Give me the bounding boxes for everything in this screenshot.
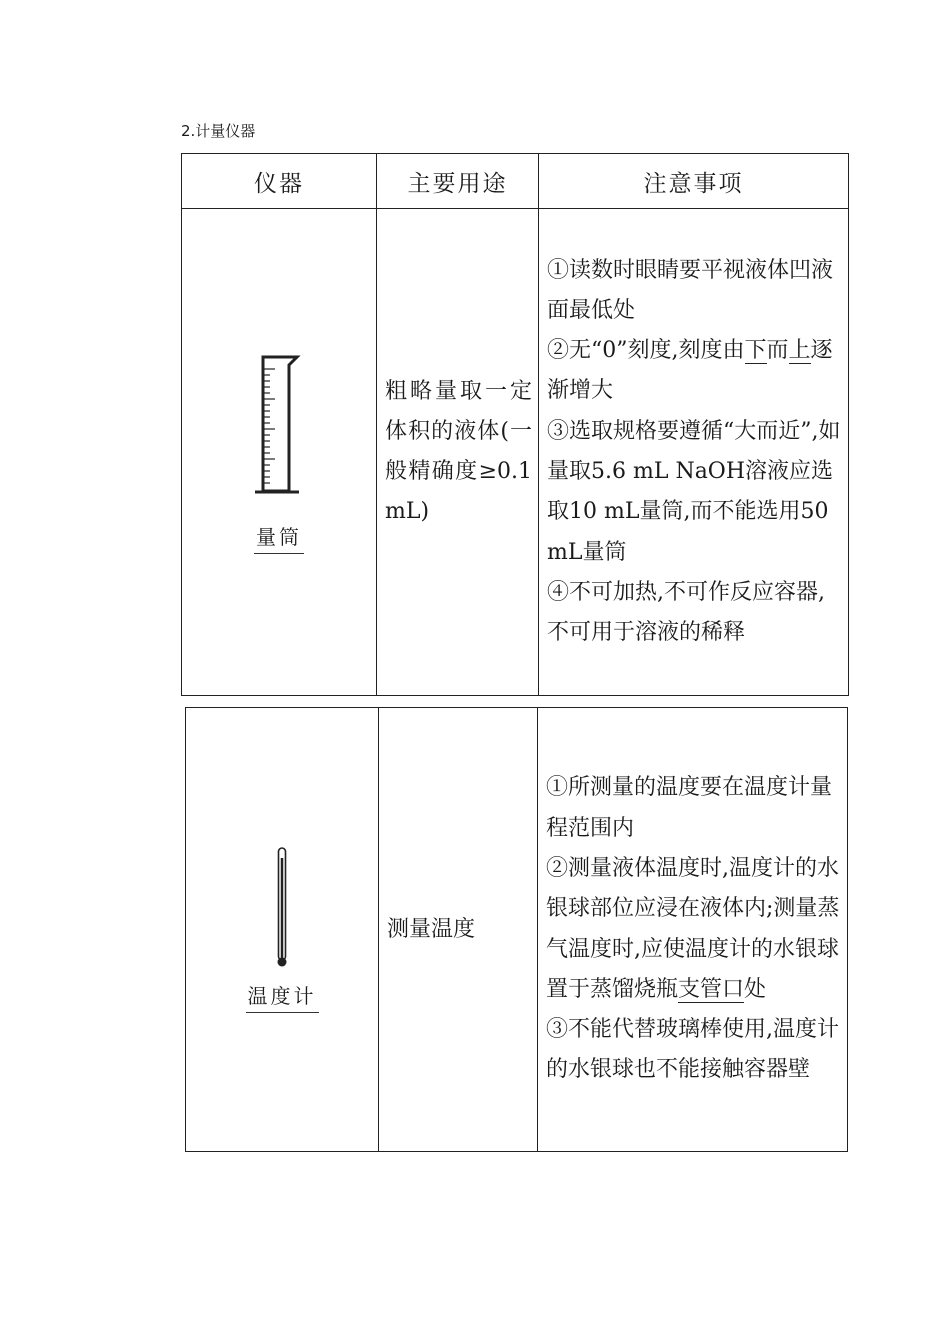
underlined-answer: 支管口 [678,976,745,1002]
note-text: ①所测量的温度要在温度计量程范围内 [546,775,833,841]
thermometer-icon [272,846,292,970]
note-text: ④不可加热,不可作反应容器,不可用于溶液的稀释 [547,579,825,646]
table-header-row [182,154,849,209]
note-text: ②无“0”刻度,刻度由 [547,338,745,364]
note-item [546,1010,841,1091]
header-instrument: 仪器 [182,154,377,209]
instrument-label: 温度计 [246,980,319,1013]
note-text: ③不能代替玻璃棒使用,温度计的水银球也不能接触容器壁 [546,1017,839,1083]
note-text: ①读数时眼睛要平视液体凹液面最低处 [547,257,834,323]
note-item [546,849,841,1010]
instrument-label: 量筒 [254,521,304,554]
note-text: 而 [766,338,789,364]
note-text: 逐渐增大 [547,338,833,404]
notes-cell [538,708,848,1152]
note-text: 处 [744,976,767,1002]
note-text: ②测量液体温度时,温度计的水银球部位应浸在液体内;测量蒸气温度时,应使温度计的水银球置于蒸馏烧瓶 [546,855,840,1002]
instrument-table [181,153,849,696]
underlined-answer: 上 [788,338,811,364]
table-row [186,708,848,1152]
section-title: 2.计量仪器 [181,122,256,140]
underlined-answer: 下 [744,338,767,364]
note-item [547,251,842,332]
header-notes: 注意事项 [539,154,849,209]
instrument-cell [186,708,379,1152]
use-cell: 粗略量取一定体积的液体(一般精确度≥0.1 mL) [377,209,539,696]
note-item [547,412,842,573]
instrument-table-continued [185,707,848,1152]
instrument-cell [182,209,377,696]
header-use: 主要用途 [377,154,539,209]
note-item [547,331,842,412]
note-item [546,768,841,849]
use-cell: 测量温度 [379,708,538,1152]
note-text: ③选取规格要遵循“大而近”,如量取5.6 mL NaOH溶液应选取10 mL量筒,而不能选用50 mL量筒 [547,418,841,565]
table-row [182,209,849,696]
notes-cell [539,209,849,696]
graduated-cylinder-icon [249,351,309,511]
note-item [547,573,842,654]
